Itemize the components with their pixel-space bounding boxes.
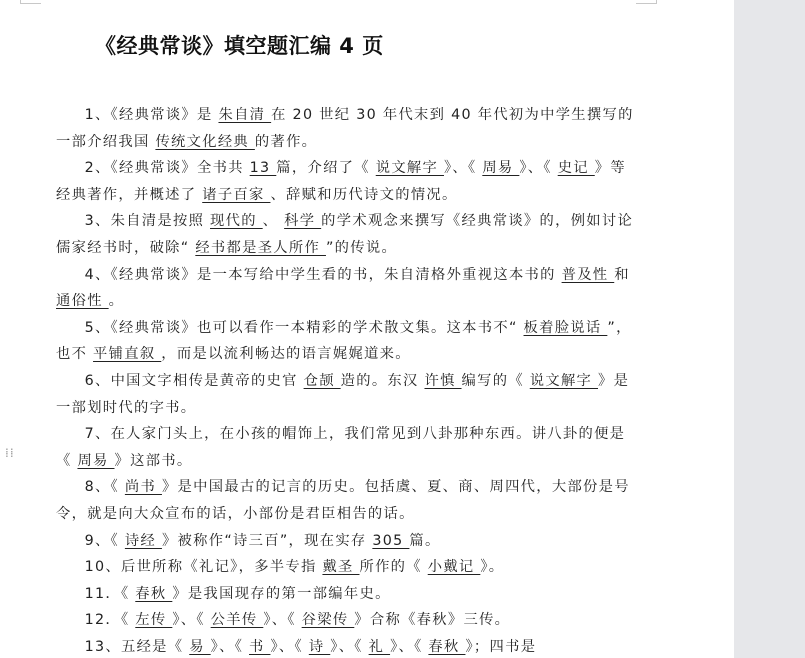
answer-blank: 许慎 bbox=[424, 372, 462, 389]
document-title: 《经典常谈》填空题汇编 4 页 bbox=[95, 34, 384, 58]
answer-blank: 史记 bbox=[557, 160, 595, 177]
question-text: 、 bbox=[262, 213, 285, 230]
question-paragraph bbox=[56, 262, 634, 315]
answer-blank: 诗经 bbox=[124, 532, 162, 549]
question-text: 所作的《 bbox=[359, 559, 428, 576]
question-text: 2、《经典常谈》全书共 bbox=[84, 160, 250, 177]
question-text: 》、《 bbox=[270, 638, 309, 655]
answer-blank: 普及性 bbox=[561, 266, 615, 283]
question-paragraph bbox=[56, 315, 634, 368]
question-text: 10、后世所称《礼记》，多半专指 bbox=[84, 559, 323, 576]
question-text: 11．《 bbox=[84, 585, 136, 602]
question-text: 1、《经典常谈》是 bbox=[84, 107, 219, 123]
answer-blank: 13 bbox=[249, 160, 277, 177]
answer-blank: 周易 bbox=[482, 160, 520, 177]
question-text: 6、中国文字相传是黄帝的史官 bbox=[84, 372, 304, 389]
question-paragraph bbox=[56, 421, 634, 474]
question-text: 》合称《春秋》三传。 bbox=[354, 612, 511, 629]
answer-blank: 经书都是圣人所作 bbox=[195, 239, 326, 256]
question-paragraph bbox=[56, 474, 634, 527]
drag-handle-icon[interactable]: ⁞⁞ bbox=[5, 446, 15, 460]
page-corner-mark-left bbox=[20, 0, 41, 4]
answer-blank: 周易 bbox=[77, 452, 115, 469]
answer-blank: 说文解字 bbox=[375, 160, 444, 177]
question-paragraph bbox=[56, 634, 634, 658]
question-text: 12．《 bbox=[84, 612, 136, 629]
question-text: 造的。东汉 bbox=[340, 372, 425, 389]
question-text: 的著作。 bbox=[254, 133, 318, 150]
answer-blank: 易 bbox=[189, 638, 211, 655]
question-text: ”，也不 bbox=[56, 319, 632, 363]
answer-blank: 诗 bbox=[308, 638, 331, 655]
question-text: 4、《经典常谈》是一本写给中学生看的书，朱自清格外重视这本书的 bbox=[84, 266, 562, 283]
document-body[interactable] bbox=[56, 102, 634, 658]
question-paragraph bbox=[56, 528, 634, 555]
question-text: 编写的《 bbox=[461, 372, 530, 389]
question-text: 》、《 bbox=[330, 638, 369, 655]
answer-blank: 仓颉 bbox=[303, 372, 341, 389]
question-paragraph bbox=[56, 554, 634, 581]
answer-blank: 朱自清 bbox=[218, 107, 272, 123]
question-text: 篇。 bbox=[409, 532, 441, 549]
question-paragraph bbox=[56, 368, 634, 421]
question-text: 》、《 bbox=[390, 638, 429, 655]
question-text: 》是一部划时代的字书。 bbox=[56, 372, 630, 416]
question-paragraph bbox=[56, 155, 634, 208]
question-text: 。 bbox=[108, 293, 125, 310]
side-panel bbox=[734, 0, 805, 658]
question-text: 》；四书是 bbox=[465, 638, 537, 655]
answer-blank: 小戴记 bbox=[427, 559, 481, 576]
question-text: 》是我国现存的第一部编年史。 bbox=[172, 585, 391, 602]
answer-blank: 传统文化经典 bbox=[155, 133, 255, 150]
question-text: 》这部书。 bbox=[114, 452, 193, 469]
question-paragraph bbox=[56, 607, 634, 634]
question-text: 3、朱自清是按照 bbox=[84, 213, 211, 230]
answer-blank: 诸子百家 bbox=[202, 186, 271, 203]
question-text: ，而是以流利畅达的语言娓娓道来。 bbox=[161, 346, 411, 363]
question-text: 13、五经是《 bbox=[84, 638, 190, 655]
question-paragraph bbox=[56, 581, 634, 608]
answer-blank: 通俗性 bbox=[56, 293, 109, 310]
answer-blank: 书 bbox=[249, 638, 271, 655]
question-text: 》、《 bbox=[172, 612, 211, 629]
question-text: 和 bbox=[614, 266, 630, 283]
question-text: 》被称作“诗三百”，现在实存 bbox=[161, 532, 373, 549]
answer-blank: 科学 bbox=[284, 213, 322, 230]
question-text: 》、《 bbox=[210, 638, 250, 655]
answer-blank: 尚书 bbox=[124, 479, 162, 496]
question-text: 篇，介绍了《 bbox=[276, 160, 376, 177]
question-text: 、辞赋和历代诗文的情况。 bbox=[270, 186, 458, 203]
answer-blank: 板着脸说话 bbox=[523, 319, 608, 336]
answer-blank: 公羊传 bbox=[210, 612, 264, 629]
question-text: 》、《 bbox=[519, 160, 558, 177]
answer-blank: 谷梁传 bbox=[301, 612, 355, 629]
answer-blank: 平铺直叙 bbox=[93, 346, 162, 363]
question-text: 9、《 bbox=[84, 532, 125, 549]
question-text: 》。 bbox=[480, 559, 505, 576]
answer-blank: 戴圣 bbox=[322, 559, 360, 576]
answer-blank: 现代的 bbox=[210, 213, 263, 230]
question-text: 8、《 bbox=[84, 479, 125, 496]
question-text: 》、《 bbox=[443, 160, 483, 177]
answer-blank: 春秋 bbox=[428, 638, 466, 655]
question-text: 》等经典著作，并概述了 bbox=[56, 160, 626, 203]
answer-blank: 礼 bbox=[368, 638, 391, 655]
question-text: 》、《 bbox=[263, 612, 302, 629]
answer-blank: 说文解字 bbox=[529, 372, 598, 389]
question-paragraph bbox=[56, 208, 634, 261]
question-text: ”的传说。 bbox=[325, 239, 398, 256]
page-corner-mark-right bbox=[636, 0, 657, 4]
question-text: 在 20 世纪 30 年代末到 40 年代初为中学生撰写的一部介绍我国 bbox=[56, 107, 634, 150]
answer-blank: 春秋 bbox=[135, 585, 173, 602]
question-text: 的学术观念来撰写《经典常谈》的，例如讨论儒家经书时，破除“ bbox=[56, 213, 634, 256]
question-text: 5、《经典常谈》也可以看作一本精彩的学术散文集。这本书不“ bbox=[84, 319, 524, 336]
question-text: 7、在人家门头上，在小孩的帽饰上，我们常见到八卦那种东西。讲八卦的便是《 bbox=[56, 426, 626, 469]
answer-blank: 左传 bbox=[135, 612, 173, 629]
answer-blank: 305 bbox=[372, 532, 410, 549]
question-paragraph bbox=[56, 102, 634, 155]
question-text: 》是中国最古的记言的历史。包括虞、夏、商、周四代，大部份是号令，就是向大众宣布的话，小部份是君臣相告的话。 bbox=[56, 479, 630, 522]
